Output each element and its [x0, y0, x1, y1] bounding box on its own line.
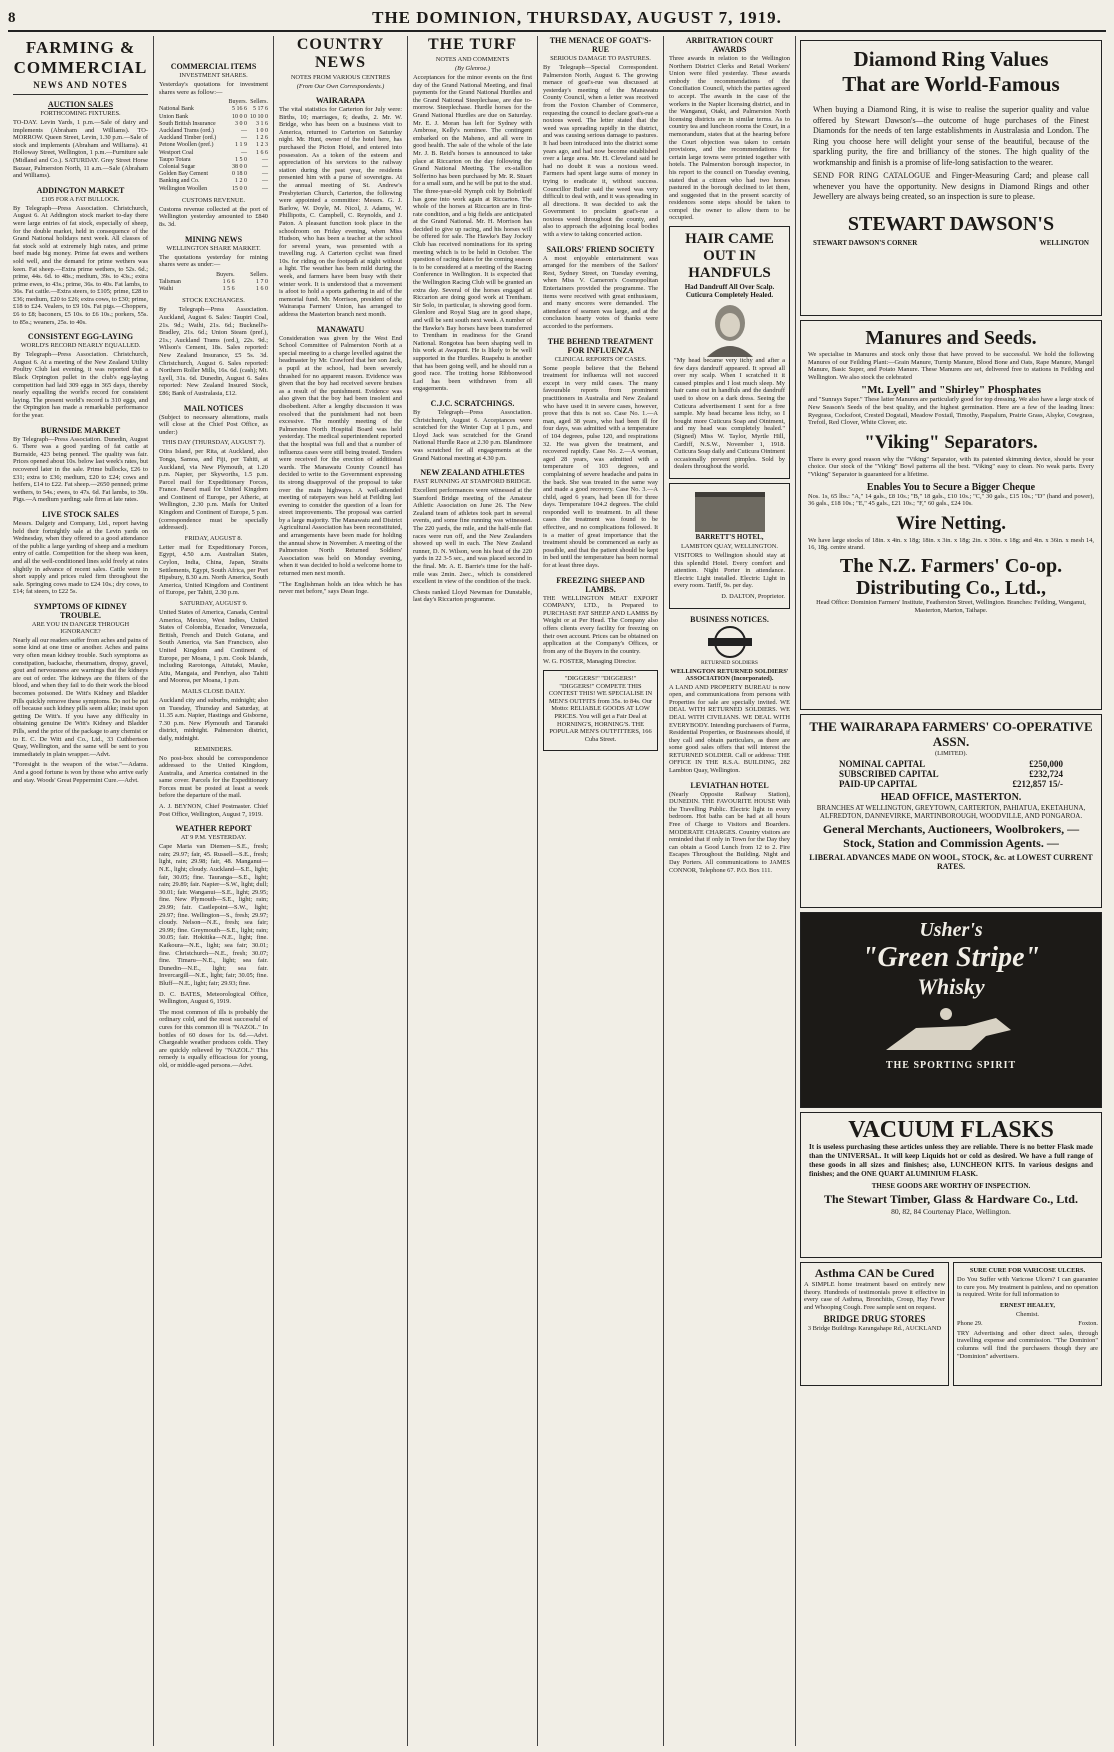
bridge-drug-stores: BRIDGE DRUG STORES: [823, 1314, 926, 1325]
table-row: [159, 279, 268, 286]
column-commercial: [154, 36, 274, 1746]
table-row: [159, 286, 268, 293]
influenza-text: Some people believe that the Behend treatment for influenza will not succeed except in very mild cases. The many favourable reports from prominent practitioners in Australia and New Zealand who have used it in severe cases, however, prove that this is not so. Case No. 1.—A man, aged 38 years, who had been ill for four days, was admitted with a temperature of 104 degrees, pulse 120, and respirations 32. He was given the treatment, and recovered rapidly. Case No. 2.—A woman, aged 28 years, was admitted with a temperature of 103 degrees, and complaining of severe headache and pains in the back. She was treated in the same way and made a good recovery. Case No. 3.—A child, aged 6 years, had been ill for three days. Temperature 104.2 degrees. The child responded well to treatment. In all these cases the treatment was found to be effective, and no complications followed. It is a matter of great importance that the treatment should be commenced as early as possible, and that the patient should be kept in bed until the temperature has been normal for at least three days.: [543, 364, 658, 570]
bottom-ads-row: [800, 1262, 1102, 1386]
freezing-signature: W. G. FOSTER, Managing Director.: [543, 658, 637, 666]
mail-day: SATURDAY, AUGUST 9.: [179, 600, 248, 607]
share-sellers: —: [262, 178, 268, 185]
consistent-sub: WORLD'S RECORD NEARLY EQUALLED.: [20, 342, 141, 350]
rsa-badge-text: RETURNED SOLDIERS: [701, 659, 758, 666]
mining-sub: WELLINGTON SHARE MARKET.: [166, 244, 261, 252]
manawatu-heading: MANAWATU: [316, 324, 365, 334]
diamond-ring-ad: [800, 40, 1102, 316]
bigger-cheque: Enables You to Secure a Bigger Cheque: [866, 481, 1036, 493]
share-buyers: 1 5 6: [222, 286, 235, 293]
varicose-role: Chemist.: [1016, 1310, 1039, 1318]
varicose-title: SURE CURE FOR VARICOSE ULCERS.: [969, 1267, 1086, 1274]
commercial-closing-text: The most common of ills is probably the ordinary cold, and the most successful of cures for this common ill is "NAZOL." In bottles of 60 doses for 1s. 6d.—Advt. Chargeable weather produces colds. They are quickly relieved by "NAZOL." This remedy is equally efficacious for young, old, or middle-aged persons.—Advt.: [159, 1008, 268, 1069]
mail-heading: MAIL NOTICES: [183, 403, 244, 413]
turf-subheading: NOTES AND COMMENTS: [435, 56, 510, 63]
flasks-address: 80, 82, 84 Courtenay Place, Wellington.: [891, 1207, 1011, 1216]
table-row: [159, 164, 268, 171]
general-merchants: General Merchants, Auctioneers, Woolbrokers, — Stock, Station and Commission Agents. —: [822, 822, 1080, 850]
share-name: Westport Coal: [159, 149, 194, 156]
viking-title: "Viking" Separators.: [864, 431, 1038, 453]
whisky-label: Whisky: [917, 974, 985, 999]
share-buyers: 5 16 6: [232, 106, 248, 113]
share-buyers: 1 5 0: [235, 156, 248, 163]
share-sellers: 1 7 0: [256, 279, 268, 285]
capital-row: [809, 769, 1093, 779]
share-sellers: —: [262, 185, 268, 192]
table-row: [159, 142, 268, 149]
arbitration-heading: ARBITRATION COURT AWARDS: [685, 36, 774, 54]
wairarapa-heading: WAIRARAPA: [315, 96, 366, 105]
nz-farmers-title: The N.Z. Farmers' Co-op.: [839, 554, 1063, 577]
asthma-text: A SIMPLE home treatment based on entirely new theory. Hundreds of testimonials prove it effective in every case of Asthma, Bronchitis, Croup, Hay Fever and Whooping Cough. Free sample sent on request.: [804, 1281, 945, 1311]
live-stock-heading: LIVE STOCK SALES: [42, 509, 119, 519]
diamond-title-2: That are World-Famous: [842, 72, 1060, 96]
sporting-spirit: THE SPORTING SPIRIT: [885, 1060, 1017, 1071]
asthma-ad: [800, 1262, 949, 1386]
farming-closing-text: "Foresight is the weapon of the wise."—Adams. And a good fortune is won by those who arrive early and stay. Woods' Great Peppermint Cure.—Advt.: [13, 761, 148, 784]
share-sellers: 1 6 6: [256, 149, 268, 156]
nz-farmers-sub: Distributing Co., Ltd.,: [855, 576, 1047, 599]
share-name: Golden Bay Cement: [159, 171, 208, 178]
diggers-ad: [543, 670, 658, 751]
column-arbitration: [664, 36, 796, 1746]
country-subheading: NOTES FROM VARIOUS CENTRES: [290, 74, 391, 81]
wairarapa-limited: (LIMITED).: [934, 750, 968, 757]
capital-label: PAID-UP CAPITAL: [839, 779, 917, 789]
viking-text: There is every good reason why the "Viking" Separator, with its patented skimming device, should be your choice. Our stock of the "Viking" Bowl patterns all the best. "Viking" easy to clean. No weak parts. Every "Viking" Separator is guaranteed for a lifetime.: [808, 455, 1094, 478]
hair-ad-sub: Had Dandruff All Over Scalp. Cuticura Completely Healed.: [684, 283, 775, 300]
liberal-advances: LIBERAL ADVANCES MADE ON WOOL, STOCK, &c. at LOWEST CURRENT RATES.: [809, 853, 1093, 871]
turf-heading: THE TURF: [427, 36, 518, 53]
athletes-heading: NEW ZEALAND ATHLETES: [420, 468, 525, 478]
table-header-sellers: Sellers.: [250, 99, 268, 106]
freezing-heading: FREEZING SHEEP AND LAMBS.: [556, 575, 645, 594]
jockey-illustration: [807, 1000, 1095, 1060]
reminders-text: No post-box should be correspondence addressed to the United Kingdom, Australia, and America contained in the same cover. Parcels for the Expeditionary Forces must be posted at least a week before the departure of the mail.: [159, 754, 268, 800]
mining-heading: MINING NEWS: [184, 234, 243, 244]
table-header-buyers: Buyers.: [228, 99, 248, 106]
wairarapa-farmers-ad: [800, 714, 1102, 908]
hotel-text: VISITORS to Wellington should stay at this splendid Hotel. Every comfort and attention. Night Porter in attendance. Electric Light installed. Electric Light in every room. Tariff, 9s. per day.: [674, 551, 785, 590]
share-sellers: 10 10 0: [250, 113, 268, 120]
diamond-city: WELLINGTON: [1039, 238, 1089, 247]
auction-text: TO-DAY. Levin Yards, 1 p.m.—Sale of dairy and implements (Abraham and Williams). TO-MORROW. Queen Street, Levin, 1.30 p.m.—Sale of stock and implements (Abraham and Williams). 41 Holloway Street, Wellington, 1 p.m.—Furniture sale (Midland and Co.). SATURDAY. Grey Street Horse Bazaar, Palmerston North, 11 a.m.—Sale (Abraham and Williams).: [13, 119, 149, 180]
page-number: 8: [8, 9, 16, 26]
share-name: Wellington Woollen: [159, 185, 208, 192]
investment-table: [159, 99, 268, 193]
flasks-worth: THESE GOODS ARE WORTHY OF INSPECTION.: [871, 1182, 1031, 1190]
consistent-text: By Telegraph—Press Association. Christchurch, August 6. At a meeting of the New Zealand Utility Poultry Club last evening, it was reported that a Black Orpington pullet in the club's egg-laying competition had laid 309 eggs in 365 days, thereby nearly equalling the world's record for consistent laying. The present world's record is 310 eggs, and the Orpington has made a remarkable performance for the year.: [13, 351, 148, 419]
leviathan-title: LEVIATHAN HOTEL: [690, 780, 769, 790]
manawatu-text: Consideration was given by the West End School Committee of Palmerston North at a special meeting to a charge levelled against the headmaster by Mr. Crawford that her son Jack, a pupil at the school, had been severely thrashed for no apparent reason. Evidence was given that the boy had received severe bruises as a result of the punishment. Evidence was also given that the boy had been insolent and disobedient. After a lengthy discussion it was resolved that the punishment had not been excessive. The monthly meeting of the Palmerston North Hospital Board was held yesterday. The medical superintendent reported that the hospital was full and that a number of influenza cases were still being treated. Tenders were received for the erection of additional wards. The Manawatu County Council has decided to write to the Government expressing its strong disapproval of the proposal to take over the main highways. A well-attended meeting of ratepayers was held at Feilding last evening to consider the question of a loan for street improvements. The proposal was carried by a large majority. The Manawatu and District Agricultural Association has been reconstituted, and arrangements have been made for holding the annual show in November. A meeting of the Palmerston North Returned Soldiers' Association was held on Monday evening, when it was decided to hold a welcome home to returned men next month.: [279, 334, 402, 578]
manures-text-1: We specialise in Manures and stock only those that have proved to be successful. We hold the following Manures of our Feilding Plant:—Grain Manure, Turnip Manure, Blood Bone and Oats, Rape Manure, Mangel Manure, Basic Super, and Potato Manure. These Manures are set, delivered free to stations in Feilding and Wellington. We also stock the celebrated: [808, 351, 1094, 381]
investment-heading: INVESTMENT SHARES.: [179, 72, 248, 79]
barretts-hotel-ad: [669, 483, 790, 609]
bridge-address: 3 Bridge Buildings Karangahape Rd., AUCKLAND: [807, 1325, 942, 1333]
mail-day: THIS DAY (THURSDAY, AUGUST 7).: [161, 439, 266, 447]
mail-day-text: United States of America, Canada, Central America, Mexico, West Indies, United States of Colombia, Ecuador, Venezuela, British, French and Dutch Guiana, and South America, via San Francisco, also United Kingdom and Continent of Europe, per Moana, 1 p.m. Cook Islands, including Rarotonga, Aitutaki, Mauke, Atiu, Mangaia, and Penrhyn, also Tahiti and Moorea, per Moana, 1 p.m.: [159, 609, 268, 685]
wairarapa-title: THE WAIRARAPA FARMERS' CO-OPERATIVE ASSN.: [809, 719, 1093, 749]
stock-exchanges-heading: STOCK EXCHANGES.: [182, 297, 245, 305]
auction-sub: FORTHCOMING FIXTURES.: [40, 110, 121, 117]
share-sellers: 5 17 6: [253, 106, 268, 113]
share-name: Auckland Trams (ord.): [159, 128, 214, 134]
wire-title: Wire Netting.: [895, 512, 1007, 534]
manures-ad: [800, 320, 1102, 710]
country-footer: "The Englishman holds an idea which he has never met before," says Dean Inge.: [279, 580, 402, 596]
goats-rue-heading: THE MENACE OF GOAT'S-RUE: [549, 36, 652, 54]
share-buyers: 1 1 9: [235, 142, 248, 149]
share-name: Talisman: [159, 279, 181, 285]
share-sellers: 1 0 0: [256, 128, 268, 134]
masthead: [8, 6, 1106, 32]
wairarapa-text: The vital statistics for Carterton for July were: Births, 10; marriages, 6; deaths, 2. Mr. W. Bridge, who has been on a business visit to America, returned to Carterton on Saturday night. Mr. Hunt, owner of the hotel here, has purchased the Picton Hotel, and entered into possession. As a token of the esteem and appreciation of his services to the railway station during the past year, the residents presented him with a purse of sovereigns. At the annual meeting of St. Andrew's Presbyterian Church, Carterton, the following were appointed a committee: Messrs. G. J. Barlow, W. Doyle, M. Nicol, J. Adams, W. Phillipotts, C. Campbell, C. Reynolds, and J. Paton. A pleasant function took place in the schoolroom on Friday evening, when Miss Hudson, who has been a teacher at the school for several years, was presented with a travelling rug. A Carterton cyclist was fined 10s. for riding on the footpath at night without a light. The weather has been mild during the week, and farmers have been busy with their winter work. It is understood that a movement is afoot to hold a sports gathering in aid of the memorial fund. Mr. Morrison, president of the Wairarapa Farmers' Union, has arranged to address the Masterton branch next month.: [279, 106, 402, 319]
hotel-illustration: [674, 488, 785, 532]
flasks-text: It is useless purchasing these articles unless they are reliable. There is no better Flask made than the UNIVERSAL. It will keep Liquids hot or cold as desired. We have a full range of these goods in all sizes and finishes; also, LUNCHEON KITS. In various designs and finishes; and the ONE QUART ALUMINIUM FLASK.: [809, 1143, 1093, 1178]
nz-farmers-text: Head Office: Dominion Farmers' Institute, Featherston Street, Wellington. Branches: Feilding, Wanganui, Masterton, Marton, Taihape.: [816, 598, 1086, 614]
table-row: [159, 114, 268, 121]
mail-day-text: Auckland city and suburbs, midnight; also on Tuesday, Thursday and Saturday, at 11.35 a.m. Napier, Hastings and Gisborne, 7.30 p.m. New Plymouth and Taranaki district, midnight. Palmerston district, daily, midnight.: [159, 696, 268, 742]
table-row: [159, 171, 268, 178]
column-farming: [8, 36, 154, 1746]
capital-value: £212,857 15/-: [1012, 779, 1063, 789]
head-office: HEAD OFFICE, MASTERTON.: [880, 792, 1022, 803]
rsa-badge-icon: [700, 625, 760, 659]
share-sellers: 3 1 6: [256, 120, 268, 127]
hotel-name: BARRETT'S HOTEL,: [695, 532, 764, 541]
diamond-corner: STEWART DAWSON'S CORNER: [813, 238, 918, 247]
mail-day-text: Otira Island, per Rita, at Auckland, also Tonga, Samoa, and Fiji, per Tahiti, at Auckland, via New Plymouth, at 1.20 p.m. Napier, per Skyworths, 1.5 p.m. Parcel mail for Expeditionary Forces, France. Parcel mail for United Kingdom and Continent of Europe, per Atheric, at Wellington, 2.30 p.m. Mails for United Kingdom and Continent of Europe, 5 p.m. (correspondence must be specially addressed).: [159, 448, 268, 532]
table-row: [159, 157, 268, 164]
turf-text: Acceptances for the minor events on the first day of the Grand National Meeting, and final payments for the Grand National Hurdles and the Grand National Steeplechase, are due to-morrow. Steeplechase. Hurdle horses for the Grand National Hurdles are due on Saturday. Mr. E. J. Moran has left for Sydney with Ambrose, Kelly's nominee. The contingent embarked on the Maheno, and all were in good health. The sale of the whole of the late Mr. J. B. Reid's horses is announced to take place at Riccarton on the day following the Grand National Meeting. The ex-stallion Solferino has been purchased by Mr. R. Stuart for a small sum, and he will be put to the stud. The three-year-old Nymph colt by Bobrikoff has gone into work again at Riccarton. The whole of the horses at Riccarton are in first-rate condition, and a big fields are anticipated at the Grand National. Mr. H. Morrison has decided to give up racing, and his horses will be offered for sale. The Hawke's Bay Jockey Club has received nominations for its spring meeting which is to be held in October. The question of racing dates for the coming season is to be considered at a meeting of the Racing Conference in Wellington. It is expected that the Wellington Racing Club will be granted an extra day. Several of the horses engaged at Riccarton are doing good work at Trentham. Sir Solo, in particular, is showing good form. Glenlore and Royal Stag are in good shape, and will be sent south next week. A number of the Hawke's Bay horses have been transferred to Trentham in readiness for the Grand National. Rongotea has been shaping well in his work at Awapuni. He is likely to be well supported in the Hurdles. Ruapehu is another that has been going well, and he should run a good race. The trotting horse Ribbonwood Lad has been withdrawn from all engagements.: [413, 74, 532, 393]
country-correspondents: (From Our Own Correspondents.): [296, 83, 385, 90]
turf-footer: Chests ranked Lloyd Newman for Dunstable, last day's Riccarton programme.: [413, 588, 532, 604]
customs-heading: CUSTOMS REVENUE.: [181, 196, 246, 204]
table-row: [159, 121, 268, 128]
symptoms-text: Nearly all our readers suffer from aches and pains of some kind at one time or another. Aches and pains very often mean kidney trouble. Such symptoms as constipation, backache, rheumatism, dropsy, gravel, gout and nervousness are warnings that the kidneys are out of order. The kidneys are the filters of the blood, and when they fail to do their work the blood becomes poisoned. De Witt's Kidney and Bladder Pills quickly remove these symptoms. Do not be put off because such kidney pills seem alike; insist upon getting De Witt's. If you have any difficulty in obtaining genuine De Witt's Kidney and Bladder Pills, send the price of the package to any chemist or to E. C. De Witt and Co., Ltd., 33 Cuthbertson Quay, Wellington, and the same will be sent to you immediately in plain wrapper.—Advt.: [13, 636, 148, 758]
advertising-text: TRY Advertising and other direct sales, through travelling expense and commission. "The Dominion" columns will find the purchasers though they are "Dominion" advertisers.: [957, 1329, 1098, 1360]
turf-byline: (By Glenroe.): [455, 65, 490, 72]
share-name: Petone Woollen (pref.): [159, 142, 214, 149]
commercial-heading: COMMERCIAL ITEMS: [170, 62, 257, 71]
vacuum-flasks-ad: [800, 1112, 1102, 1258]
addington-text: By Telegraph—Press Association. Christchurch, August 6. At Addington stock market to-day there were large entries of fat stock, especially of sheep, for the double market, held in consequence of the Grand National holidays next week. All classes of fat stock sold at extremely high rates, and prime beef made big money. Prime fat ewes and wethers sold well, and the demand for prime wethers was keen. Fat sheep.—Extra prime wethers, to 52s. 6d.; prime, 44s. 6d. to 48s.; medium, 39s. to 43s.; extra prime ewes, to 43s.; prime, 36s. to 40s. Fat lambs, to 36s. Fat cattle.—Extra steers, to £105; prime, £28 to £36; medium, £20 to £26; extra cows, to £30; prime, £18 to £24. Vealers, to £9 10s. Fat pigs.—Choppers, £6 to £8; baconers, £5 10s. to £6 10s.; porkers, 55s. to 85s.; weaners, 25s. to 40s.: [13, 204, 148, 326]
capital-label: NOMINAL CAPITAL: [839, 759, 926, 769]
share-name: Union Bank: [159, 113, 189, 120]
diamond-text: When buying a Diamond Ring, it is wise to realise the superior quality and value offered by Stewart Dawson's—the outcome of huge purchases of the Finest Diamonds for the needs of ten large establishments in Australasia and London. The Ring you choose here will delight your sense of the beautiful, because of the sparkling purity, the fire and brilliancy of the stones. The high quality of the workmanship and finish is a promise of life-long satisfaction to the wearer.: [813, 105, 1089, 167]
column-turf: [408, 36, 538, 1746]
table-header-sellers: Sellers.: [250, 271, 268, 278]
table-row: [159, 150, 268, 157]
share-name: Banking and Co.: [159, 178, 200, 185]
horse-and-rider-icon: [876, 1000, 1026, 1060]
share-buyers: 1 2 0: [235, 178, 248, 185]
mail-day: MAILS CLOSE DAILY.: [181, 687, 246, 695]
stock-exchanges-text: By Telegraph—Press Association. Auckland, August 6. Sales: Taupiri Coal, 21s. 9d.; Waihi, 21s. 6d.; Bucknell's-Bradley, 21s. 6d.; Union Steam (pref.), 21s.; Auckland Trams (ord.), 22s. 9d.; Wilson's Cement, 18s. Sales reported: New Zealand Insurance, £5 5s. 3d. Christchurch, August 6. Sales reported: Northern Roller Mills, 16s. 6d. (cash); Mt. Lyell, 31s. 6d. Dunedin, August 6. Sales reported: New Zealand Insured Stock, £86; Bank of Australasia, £12.: [159, 306, 268, 397]
weather-time: AT 9 P.M. YESTERDAY.: [180, 834, 247, 842]
stewart-dawson-brand: STEWART DAWSON'S: [847, 212, 1055, 235]
share-buyers: —: [241, 128, 248, 134]
meteorologist-signature: D. C. BATES, Meteorological Office, Wellington, August 6, 1919.: [159, 990, 268, 1006]
returned-soldiers-badge: [669, 625, 790, 659]
goats-rue-sub: SERIOUS DAMAGE TO PASTURES.: [550, 55, 651, 62]
live-stock-text: Messrs. Dalgety and Company, Ltd., report having held their fortnightly sale at the Levin yards on Wednesday, when they offered to a good attendance of the public a large yarding of sheep and a medium entry of cattle. Competition for the sheep was keen, and all the well-conditioned lines sold freely at rates slightly in advance of recent sales. Cattle were in short supply and prices ruled firm throughout the sale. Springing cows made to £24 10s.; dry cows, to £14; fat steers, to £22 5s.: [13, 519, 148, 596]
leviathan-text: (Nearly Opposite Railway Station), DUNEDIN. THE FAVOURITE HOUSE With the Travelling Public. Electric light in every bedroom. Hot baths can be had at all hours Free of Charge to Visitors and Boarders. MODERATE CHARGES. Country visitors are reminded that if only in Town for the Day they can obtain a Good Lunch from 12 to 2. Fire Escapes Throughout the Building. Night and Day Porters. All communications to JAMES CONNOR, Telephone 67. P.O. Box 111.: [669, 790, 790, 874]
capital-value: £232,724: [1029, 769, 1063, 779]
share-sellers: 1 6 0: [256, 286, 268, 293]
flasks-company: The Stewart Timber, Glass & Hardware Co., Ltd.: [824, 1192, 1078, 1206]
sailors-heading: SAILORS' FRIEND SOCIETY: [546, 244, 655, 254]
influenza-heading: THE BEHEND TREATMENT FOR INFLUENZA: [547, 336, 654, 355]
manures-title: Manures and Seeds.: [865, 327, 1037, 349]
athletes-text: Excellent performances were witnessed at the Stamford Bridge meeting of the Amateur Athletic Association on June 26. The New Zealand team of athletes took part in several events, and some fine running was witnessed. The 220 yards, the mile, and the half-mile flat races were run off, and the New Zealanders showed up well in each. The New Zealand runner, D. N. Wilson, won his heat of the 220 yards in 22 3-5 sec., and was placed second in the final. Mr. A. E. Barrie's time for the half-mile was 2min. 2sec., which is considered excellent in view of the condition of the track.: [413, 487, 532, 586]
column-ads: [796, 36, 1106, 1746]
newspaper-dateline: THE DOMINION, THURSDAY, AUGUST 7, 1919.: [372, 8, 782, 27]
share-sellers: —: [262, 171, 268, 178]
capital-row: [809, 779, 1093, 789]
share-buyers: 15 0 0: [232, 185, 248, 192]
mail-day: FRIDAY, AUGUST 8.: [184, 534, 243, 542]
table-header-buyers: Buyers.: [216, 271, 235, 278]
share-sellers: 1 2 3: [256, 142, 268, 149]
rsa-text: A LAND AND PROPERTY BUREAU is now open, and communications from persons with Properties for sale are specially invited. WE DEAL WITH RETURNED SOLDIERS. WE DEAL WITH CIVILIANS. WE DEAL WITH EVERYBODY. Intending purchasers of Farms, Residential Properties, or Businesses should, if they call and obtain particulars, as there are some good sales offers that will interest the RETURNED SOLDIER. Call or address: THE OFFICE IN THE R.S.A. BUILDING, 282 Lambton Quay, Wellington.: [669, 683, 790, 775]
whisky-name: "Green Stripe": [861, 942, 1041, 973]
customs-text: Customs revenue collected at the port of Wellington yesterday amounted to £840 8s. 3d.: [159, 205, 268, 229]
hotel-address: LAMBTON QUAY, WELLINGTON.: [681, 542, 778, 550]
ccc-heading: C.J.C. SCRATCHINGS.: [430, 398, 515, 408]
share-name: Colonial Sugar: [159, 164, 196, 171]
mining-intro: The quotations yesterday for mining shares were as under:—: [159, 253, 268, 269]
woman-portrait-icon: [695, 301, 765, 357]
varicose-text: Do You Suffer with Varicose Ulcers? I can guarantee to cure you. My treatment is painless, and no operation is required. Write for full information to: [957, 1276, 1098, 1299]
mail-intro: (Subject to necessary alterations, mails will close at the Chief Post Office, as under:): [159, 413, 268, 436]
postmaster-signature: A. J. BEYNON, Chief Postmaster. Chief Post Office, Wellington, August 7, 1919.: [159, 803, 268, 818]
share-buyers: —: [241, 149, 248, 156]
capital-value: £250,000: [1029, 759, 1063, 769]
share-name: South British Insurance: [159, 120, 216, 127]
share-buyers: 1 6 6: [222, 279, 235, 285]
share-sellers: —: [262, 156, 268, 163]
viking-prices: Nos. 1s, 65 lbs.: "A," 14 gals., £8 10s.; "B," 18 gals., £10 10s.; "C," 30 gals., £15 10s.; "D" (hand and power), 36 gals., £18 10s.; "E," 45 gals., £21 10s.; "F," 60 gals., £24 10s.: [808, 492, 1094, 508]
auction-heading: AUCTION SALES: [47, 100, 114, 109]
share-name: Auckland Timber (ord.): [159, 135, 217, 142]
asthma-title: Asthma CAN be Cured: [814, 1266, 935, 1280]
hotel-proprietor: D. DALTON, Proprietor.: [721, 592, 785, 600]
sailors-text: A most enjoyable entertainment was arranged for the members of the Sailors' Rest, Sydney Street, on Tuesday evening, when Miss V. Cameron's Cosmopolitan Entertainers provided the programme. The items were received with great enthusiasm, and many encores were demanded. The attendance of seamen was large, and at the conclusion hearty votes of thanks were accorded to the performers.: [543, 254, 658, 330]
column-country-news: [274, 36, 408, 1746]
varicose-ad: [953, 1262, 1102, 1386]
consistent-heading: CONSISTENT EGG-LAYING: [27, 332, 134, 342]
goats-rue-text: By Telegraph—Special Correspondent. Palmerston North, August 6. The growing menace of goat's-rue was discussed at yesterday's meeting of the Manawatu County Council, when a letter was received from the Foxton Chamber of Commerce, requesting the council to declare goat's-rue a noxious weed. The letter stated that the weed was spreading rapidly in the district, and was causing serious damage to pastures. It had been introduced into the district some years ago, and had now become established over a large area. Mr. H. Cleveland said he had no doubt it was a noxious weed. Farmers had spent large sums of money in trying to eradicate it, without success. Councillor Butler said the weed was very difficult to deal with, and it was spreading in all directions. It was decided to ask the Government to proclaim goat's-rue a noxious weed throughout the county, and also to approach the adjoining local bodies with a view to taking concerted action.: [543, 64, 658, 239]
hair-ad-text: "My head became very itchy and after a few days dandruff appeared. It spread all over my scalp. When I scratched it it caused pimples and I lost much sleep. My hair came out in handfuls and the dandruff used to show on a dark dress. Seeing the Cuticura advertisement I sent for a free sample. My head became less itchy, so I bought more Cuticura Soap and Ointment, and my head was completely healed." (Signed) Miss W. Taylor, Myrtle Hill, Cardiff, N.S.W., November 1, 1918. Cuticura Soap daily and Cuticura Ointment occasionally prevent pimples. Sold by dealers throughout the world.: [674, 357, 785, 471]
farming-subtitle: NEWS AND NOTES: [33, 80, 128, 90]
share-buyers: —: [241, 135, 248, 142]
whisky-brand: Usher's: [919, 919, 983, 941]
varicose-name: ERNEST HEALEY,: [999, 1301, 1056, 1309]
weather-text: Cape Maria van Diemen—S.E., fresh; rain; 29.97; fair, 45. Russell—S.E., fresh; light, rain; 29.98; fair, 48. Manganui—N.E., light; cloudy. Auckland—S.E., light; fair, 30.05; fine. Tauranga—S.E., light; rain; 29.89; fair. Napier—S.W., light; dull; 30.01; fair. Wanganui—S.E., light; 29.95; fine. New Plymouth—S.E., light; rain; 29.99; fair. Castlepoint—S.W., light; 29.97; fine. Wellington—S., fresh; 29.97; cloudy. Nelson—N.E., fresh; sea fair; 29.99; fine. Greymouth—S.E., light; rain; 30.05; fair. Hokitika—N.E., light; fine. Kaikoura—N.E., light; sea fair; 30.01; fine. Christchurch—N.E., fresh; 30.07; fine. Timaru—N.E., light; sea fair. Dunedin—N.E., light; sea fair. Invercargill—N.E., light; fair; 30.05; fine. Bluff—N.E., light; fair; 29.93; fine.: [159, 843, 268, 987]
burnside-text: By Telegraph—Press Association. Dunedin, August 6. There was a good yarding of fat cattle at Burnside, 423 being penned. The quality was fair. Prices opened about 10s. below last week's rates, but recovered later in the sale. Prime bullocks, £26 to £31; extra to £36; medium, £20 to £24; cows and heifers, £14 to £22. Fat sheep.—2650 penned; prime wethers, to 54s.; ewes, to 47s. 6d. Fat lambs, to 39s. Pigs.—A medium yarding; sale firm at late rates.: [13, 435, 148, 504]
influenza-sub: CLINICAL REPORTS OF CASES.: [554, 355, 647, 363]
table-row: [159, 186, 268, 193]
burnside-heading: BURNSIDE MARKET: [40, 425, 121, 435]
investment-intro: Yesterday's quotations for investment shares were as follow:—: [159, 81, 268, 96]
share-sellers: 1 2 6: [256, 135, 268, 142]
flasks-title: VACUUM FLASKS: [848, 1117, 1054, 1143]
manures-text-2: and "Sunrays Super." These latter Manures are particularly good for top dressing. We also have a large stock of New Season's Seeds of the best quality, and the highest germination. Here are a few of the leading lines: Ryegrass, Cocksfoot, Crested Dogstail, Meadow Foxtail, Timothy, Paspalum, Prairie Grass, Alsyke, Cowgrass, Trefoil, Red Clover, White Clover, etc.: [808, 396, 1094, 427]
symptoms-sub: ARE YOU IN DANGER THROUGH IGNORANCE?: [31, 620, 130, 635]
varicose-phone: Phone 29.: [957, 1319, 983, 1327]
freezing-text: THE WELLINGTON MEAT EXPORT COMPANY, LTD., Is Prepared to PURCHASE FAT SHEEP AND LAMBS By Weight or at Per Head. The Company also offers clients every facility for freezing on their own account. Prices can be obtained on application at the Company's Offices, or from any of the Buyers in the country.: [543, 594, 658, 655]
rsa-title: WELLINGTON RETURNED SOLDIERS' ASSOCIATION (Incorporated).: [670, 667, 789, 682]
ccc-text: By Telegraph—Press Association. Christchurch, August 6. Acceptances were scratched for the Winter Cup at 1 p.m., and Lloyd Jack was scratched for the Grand National Hurdle Race at 2.30 p.m. Blandmore was scratched for all engagements at the Grand National meeting at 4.30 p.m.: [413, 408, 532, 462]
addington-heading: ADDINGTON MARKET: [36, 185, 125, 195]
wairarapa-branches: BRANCHES AT WELLINGTON, GREYTOWN, CARTERTON, PAHIATUA, EKETAHUNA, ALFREDTON, DANNEVIRKE, MARTINBOROUGH, WOODVILLE, AND PONGAROA.: [816, 804, 1086, 820]
reminders-heading: REMINDERS.: [194, 745, 233, 753]
country-heading: COUNTRY NEWS: [296, 36, 385, 71]
capital-label: SUBSCRIBED CAPITAL: [839, 769, 939, 779]
diamond-catalogue: SEND FOR RING CATALOGUE and Finger-Measuring Card; and please call whenever you have the opportunity. New designs in Diamond Rings and other Jewellery are always being created, so an inspection is sure to please.: [813, 171, 1089, 201]
share-buyers: 38 0 0: [232, 164, 248, 171]
share-buyers: 3 0 0: [235, 120, 248, 127]
column-goats-rue: [538, 36, 664, 1746]
varicose-footer: [957, 1320, 1098, 1327]
hotel-building-icon: [685, 488, 775, 532]
share-name: Taupo Totara: [159, 156, 191, 163]
share-buyers: 10 0 0: [232, 113, 248, 120]
diggers-text: "DIGGERS!" "DIGGERS!" "DIGGERS!" COMPETE THIS CONTEST THIS! WE SPECIALISE IN MEN'S OUTFITS from 35s. to 84s. Our Motto: RELIABLE GOODS AT LOW PRICES. You will get a Fair Deal at HORNING'S, HORNING'S. THE POPULAR MEN'S OUTFITTERS, 166 Cuba Street.: [548, 674, 653, 743]
farming-title: FARMING & COMMERCIAL: [13, 38, 148, 77]
capital-row: [809, 759, 1093, 769]
cuticura-ad: [669, 226, 790, 479]
portrait-illustration: [674, 301, 785, 357]
addington-sub: £105 FOR A FAT BULLOCK.: [41, 195, 120, 203]
phosphates-title: "Mt. Lyell" and "Shirley" Phosphates: [861, 384, 1041, 397]
wire-text: We have large stocks of 18in. x 4in. x 18g; 18in. x 3in. x 18g; 2in. x 30in. x 18g; and 4in. x 36in. x mesh 14, 16, 18g. centre strand.: [808, 536, 1094, 552]
mail-day-text: Letter mail for Expeditionary Forces, Egypt, 4.50 a.m. Australian States, Ceylon, India, China, Japan, Straits Settlements, Egypt, South Africa, per Port Hipsbury, 8.30 a.m. North America, South America, United Kingdom and Continent of Europe, per Tahiti, 2.30 p.m.: [159, 543, 268, 597]
share-name: Waihi: [159, 286, 174, 293]
share-buyers: 0 18 0: [232, 171, 248, 178]
mining-table: [159, 272, 268, 294]
table-row: [159, 178, 268, 185]
diamond-footer: [813, 239, 1089, 247]
athletes-sub: FAST RUNNING AT STAMFORD BRIDGE.: [413, 478, 532, 486]
share-name: National Bank: [159, 106, 194, 113]
table-row: [159, 106, 268, 113]
weather-heading: WEATHER REPORT: [175, 824, 252, 834]
business-heading: BUSINESS NOTICES.: [690, 614, 769, 624]
varicose-town: Foxton.: [1078, 1319, 1098, 1327]
arbitration-text: Three awards in relation to the Wellington Northern District Clerks and Retail Workers' Union were filed yesterday. These awards embody the recommendations of the Conciliation Council, which the parties agreed to accept. The awards in the case of the workers in the Napier licensing district, and in the Wanganui, Otaki, and Palmerston North licensing districts are in similar terms. As to country tea and luncheon rooms the Court, in a memorandum, states that at the hearing before the Court objection was taken to certain provisions, and the recommendations for certain large towns were printed together with hotels. The Palmerston borough inspector, in his report to the council on Tuesday evening, stated that a citizen who had two horses pastured in the borough declined to let them, and suggested that in the present scarcity of residences some steps should be taken to compel the owner to allow them to be occupied.: [669, 55, 790, 222]
symptoms-heading: SYMPTOMS OF KIDNEY TROUBLE.: [34, 601, 127, 620]
ushers-whisky-ad: [800, 912, 1102, 1108]
share-sellers: —: [262, 164, 268, 171]
diamond-title-1: Diamond Ring Values: [853, 47, 1049, 71]
hair-ad-title: HAIR CAME OUT IN HANDFULS: [685, 231, 774, 282]
